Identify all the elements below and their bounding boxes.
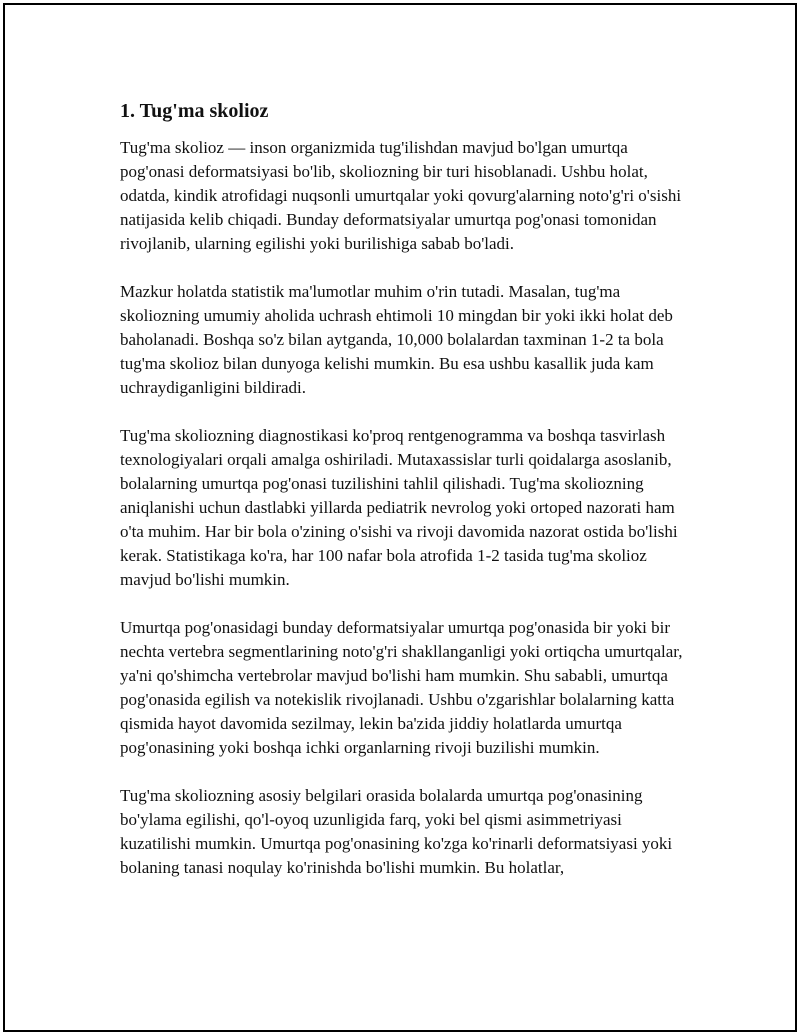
section-heading: 1. Tug'ma skolioz [120,100,269,122]
paragraph-symptoms: Tug'ma skoliozning asosiy belgilari orasida bolalarda umurtqa pog'onasining bo'ylama egilishi, qo'l-oyoq uzunligida farq, yoki bel qismi asimmetriyasi kuzatilishi mumkin. Umurtqa pog'onasining ko'zga ko'rinarli deformatsiyasi yoki bolaning tanasi noqulay ko'rinishda bo'lishi mumkin. Bu holatlar, [120,786,673,877]
paragraph-definition: Tug'ma skolioz — inson organizmida tug'ilishdan mavjud bo'lgan umurtqa pog'onasi deformatsiyasi bo'lib, skoliozning bir turi hisoblanadi. Ushbu holat, odatda, kindik atrofidagi nuqsonli umurtqalar yoki qovurg'alarning noto'g'ri o'sishi natijasida kelib chiqadi. Bunday deformatsiyalar umurtqa pog'onasi tomonidan rivojlanib, ularning egilishi yoki burilishiga sabab bo'ladi. [120,138,682,253]
document-content [120,97,695,904]
paragraph-diagnostics: Tug'ma skoliozning diagnostikasi ko'proq rentgenogramma va boshqa tasvirlash texnologiyalari orqali amalga oshiriladi. Mutaxassislar turli qoidalarga asoslanib, bolalarning umurtqa pog'onasi tuzilishini tahlil qilishadi. Tug'ma skoliozning aniqlanishi uchun dastlabki yillarda pediatrik nevrolog yoki ortoped nazorati ham o'ta muhim. Har bir bola o'zining o'sishi va rivoji davomida nazorat ostida bo'lishi kerak. Statistikaga ko'ra, har 100 nafar bola atrofida 1-2 tasida tug'ma skolioz mavjud bo'lishi mumkin. [120,426,678,589]
paragraph-statistics: Mazkur holatda statistik ma'lumotlar muhim o'rin tutadi. Masalan, tug'ma skoliozning umumiy aholida uchrash ehtimoli 10 mingdan bir yoki ikki holat deb baholanadi. Boshqa so'z bilan aytganda, 10,000 bolalardan taxminan 1-2 ta bola tug'ma skolioz bilan dunyoga kelishi mumkin. Bu esa ushbu kasallik juda kam uchraydiganligini bildiradi. [120,282,673,397]
paragraph-deformations: Umurtqa pog'onasidagi bunday deformatsiyalar umurtqa pog'onasida bir yoki bir nechta vertebra segmentlarining noto'g'ri shakllanganligi yoki ortiqcha umurtqalar, ya'ni qo'shimcha vertebrolar mavjud bo'lishi ham mumkin. Shu sababli, umurtqa pog'onasida egilish va notekislik rivojlanadi. Ushbu o'zgarishlar bolalarning katta qismida hayot davomida sezilmay, lekin ba'zida jiddiy holatlarda umurtqa pog'onasining yoki boshqa ichki organlarning rivoji buzilishi mumkin. [120,618,683,757]
document-page [3,3,797,1032]
